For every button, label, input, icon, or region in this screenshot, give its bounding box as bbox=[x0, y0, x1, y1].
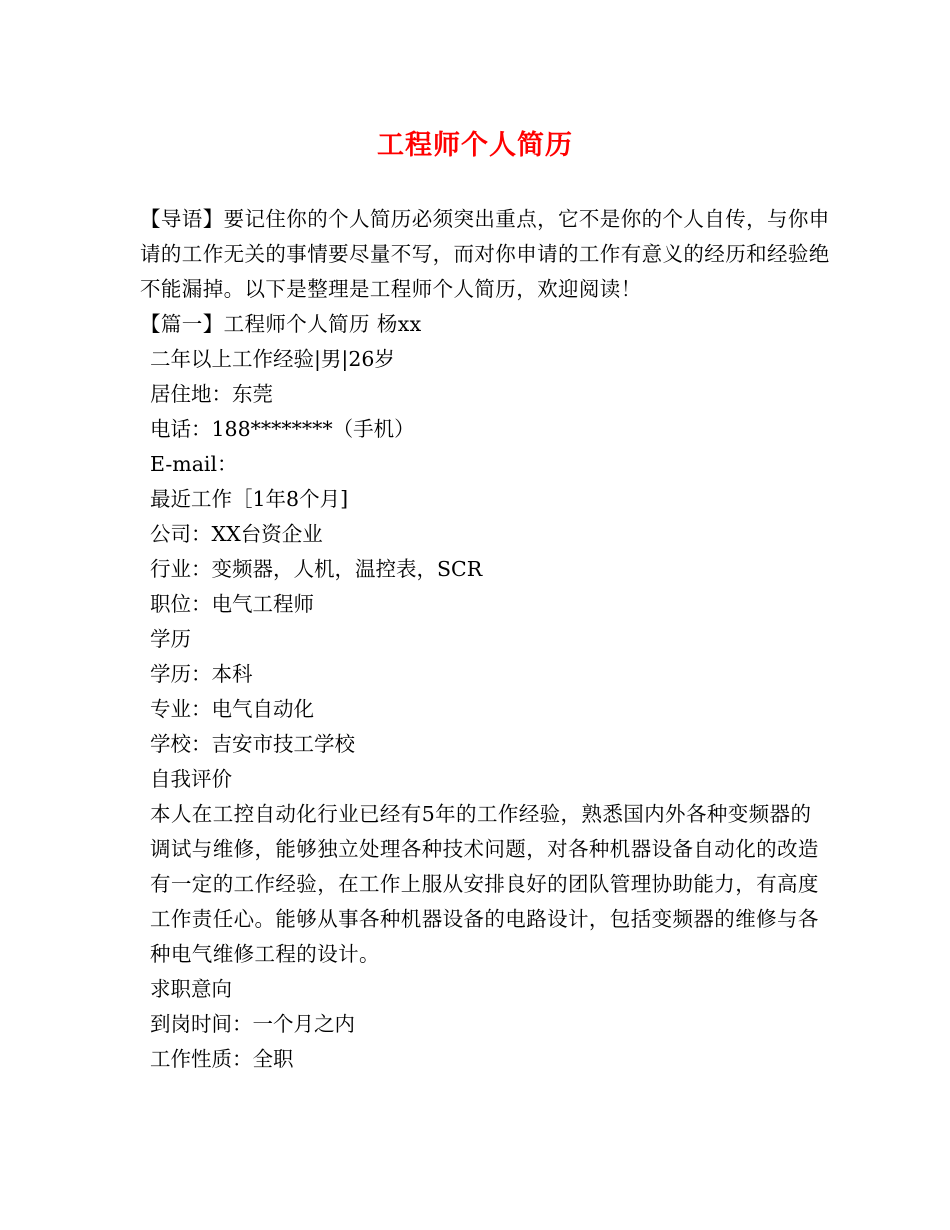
info-line-residence: 居住地：东莞 bbox=[150, 382, 273, 406]
info-line-school: 学校：吉安市技工学校 bbox=[150, 732, 355, 756]
info-line-degree: 学历：本科 bbox=[150, 662, 253, 686]
section-job-intention: 求职意向 bbox=[150, 977, 232, 1001]
info-line-position: 职位：电气工程师 bbox=[150, 592, 314, 616]
info-line-industry: 行业：变频器，人机，温控表，SCR bbox=[150, 557, 483, 581]
info-line-phone: 电话：188********（手机） bbox=[150, 417, 415, 441]
info-line-recent-work: 最近工作［1年8个月] bbox=[150, 487, 349, 511]
document-body bbox=[140, 202, 830, 1077]
info-line-job-type: 工作性质：全职 bbox=[150, 1047, 294, 1071]
info-line-email: E-mail： bbox=[150, 452, 238, 476]
info-line-major: 专业：电气自动化 bbox=[150, 697, 314, 721]
section-self-evaluation: 自我评价 bbox=[150, 767, 232, 791]
info-line-company: 公司：XX台资企业 bbox=[150, 522, 323, 546]
document-title: 工程师个人简历 bbox=[377, 130, 573, 161]
intro-paragraph: 【导语】要记住你的个人简历必须突出重点，它不是你的个人自传，与你申请的工作无关的事情要尽量不写，而对你申请的工作有意义的经历和经验绝不能漏掉。以下是整理是工程师个人简历，欢迎阅读！ bbox=[140, 207, 830, 301]
info-line-start-time: 到岗时间：一个月之内 bbox=[150, 1012, 355, 1036]
info-line-experience: 二年以上工作经验|男|26岁 bbox=[150, 347, 395, 371]
section-heading: 【篇一】工程师个人简历 杨xx bbox=[140, 312, 422, 336]
section-education: 学历 bbox=[150, 627, 191, 651]
self-evaluation-paragraph: 本人在工控自动化行业已经有5年的工作经验，熟悉国内外各种变频器的调试与维修，能够独立处理各种技术问题，对各种机器设备自动化的改造有一定的工作经验，在工作上服从安排良好的团队管理协助能力，有高度工作责任心。能够从事各种机器设备的电路设计，包括变频器的维修与各种电气维修工程的设计。 bbox=[150, 802, 819, 966]
